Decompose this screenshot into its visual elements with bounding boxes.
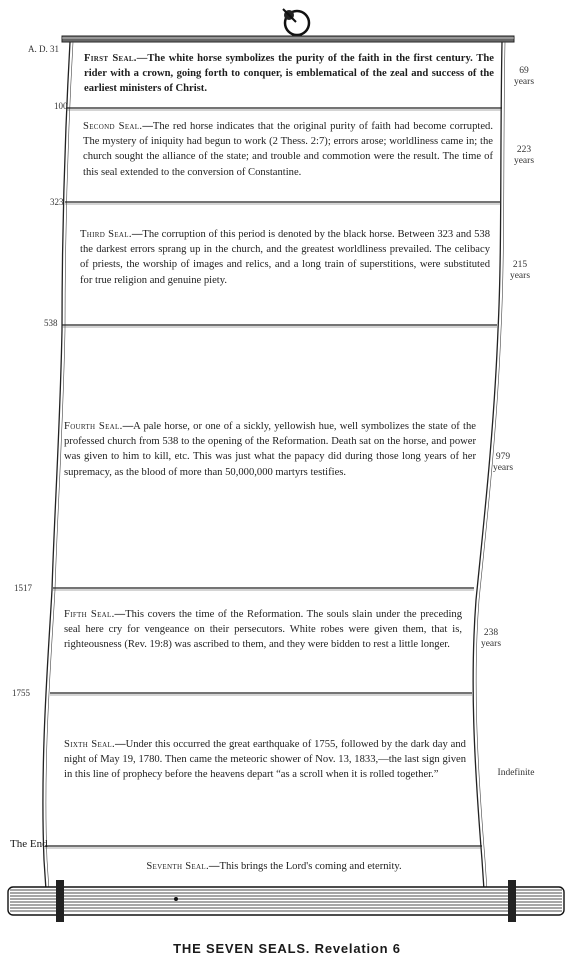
span-3 [502,260,538,282]
seal-title: Fourth Seal. [64,421,123,432]
top-rod [62,36,514,42]
span-unit: years [480,639,502,649]
seal-title: Seventh Seal. [146,861,209,872]
seal-text: The white horse symbolizes the purity of the faith in the first century. The rider with a crown, going forth to conquer, is emblematical of the zeal and success of the earliest ministers of Christ. [84,53,495,95]
span-number: 238 [483,628,499,638]
seal-title: Second Seal. [83,121,143,132]
seal-title: Fifth Seal. [64,609,115,620]
date-323: 323 [50,197,64,207]
seal-title: Sixth Seal. [64,739,115,750]
span-unit: years [492,463,514,473]
span-number: 69 [519,66,529,76]
date-start: A. D. 31 [28,44,59,54]
seal-2: Second Seal.—The red horse indicates that the original purity of faith had become corrupted. The mystery of iniquity had begun to work (2 Thess. 2:7); errors arose; worldliness came in; the church sought the alliance of the state; and trouble and commotion were the result. The time of this seal extended to the conversion of Constantine. [83,121,493,178]
seal-3: Third Seal.—The corruption of this period is denoted by the black horse. Between 323 and 538 the darkest errors sprang up in the church, and the greatest worldliness prevailed. The celibacy of priests, the worship of images and relics, and a long train of superstitions, were substituted for true religion and genuine piety. [80,229,490,286]
date-100: 100 [54,101,68,111]
date-1517: 1517 [14,583,32,593]
span-2 [506,145,542,167]
seal-text: This brings the Lord's coming and eternity. [219,861,402,872]
seal-1: First Seal.—The white horse symbolizes the purity of the faith in the first century. The rider with a crown, going forth to conquer, is emblematical of the zeal and success of the earliest ministers of Christ. [84,53,495,95]
span-unit: years [513,156,535,166]
seal-text: This covers the time of the Reformation. The souls slain under the preceding seal here cry for vengeance on their persecutors. White robes were given them, that is, righteousness (Rev. 19:8) was ascribed to them, and they were bidden to rest a little longer. [64,609,463,651]
seal-title: First Seal. [84,53,137,64]
span-5 [473,628,509,650]
seal-title: Third Seal. [80,229,132,240]
span-unit: years [509,271,531,281]
seal-text: A pale horse, or one of a sickly, yellowish hue, well symbolizes the state of the professed church from 538 to the opening of the Reformation. Death sat on the horse, and power was given to him to kill, etc. This was just what the papacy did during those long years of her supremacy, as the blood of more than 50,000,000 martyrs testifies. [64,421,476,478]
span-number: 979 [495,452,511,462]
hanging-ring-icon [283,9,309,35]
seal-text: Under this occurred the great earthquake of 1755, followed by the dark day and night of May 19, 1780. Then came the meteoric shower of Nov. 13, 1833,—the last sign given in this line of prophecy before the heavens depart “as a scroll when it is rolled together.” [64,739,466,781]
span-number: 223 [516,145,532,155]
span-number: Indefinite [497,768,535,778]
seal-7: Seventh Seal.—This brings the Lord's coming and eternity. [146,861,402,872]
date-1755: 1755 [12,688,30,698]
seal-5: Fifth Seal.—This covers the time of the Reformation. The souls slain under the preceding seal here cry for vengeance on their persecutors. White robes were given them, that is, righteousness (Rev. 19:8) was ascribed to them, and they were bidden to rest a little longer. [64,609,463,651]
span-number: 215 [512,260,528,270]
bottom-roller [8,880,564,922]
seal-4: Fourth Seal.—A pale horse, or one of a sickly, yellowish hue, well symbolizes the state of the professed church from 538 to the opening of the Reformation. Death sat on the horse, and power was given to him to kill, etc. This was just what the papacy did during those long years of her supremacy, as the blood of more than 50,000,000 martyrs testifies. [64,421,476,478]
seal-text: The corruption of this period is denoted by the black horse. Between 323 and 538 the darkest errors sprang up in the church, and the greatest worldliness prevailed. The celibacy of priests, the worship of images and relics, and a long train of superstitions, were substituted for true religion and genuine piety. [80,229,490,286]
figure-caption: THE SEVEN SEALS. Revelation 6 [173,941,401,956]
date-538: 538 [44,318,58,328]
span-1 [506,66,542,88]
span-4 [485,452,521,474]
span-unit: years [513,77,535,87]
end-label: The End [10,838,48,850]
seal-text: The red horse indicates that the original purity of faith had become corrupted. The mystery of iniquity had begun to work (2 Thess. 2:7); errors arose; worldliness came in; the church sought the alliance of the state; and trouble and commotion were the result. The time of this seal extended to the conversion of Constantine. [83,121,493,178]
span-6 [486,768,546,779]
seal-6: Sixth Seal.—Under this occurred the great earthquake of 1755, followed by the dark day and night of May 19, 1780. Then came the meteoric shower of Nov. 13, 1833,—the last sign given in this line of prophecy before the heavens depart “as a scroll when it is rolled together.” [64,739,466,781]
